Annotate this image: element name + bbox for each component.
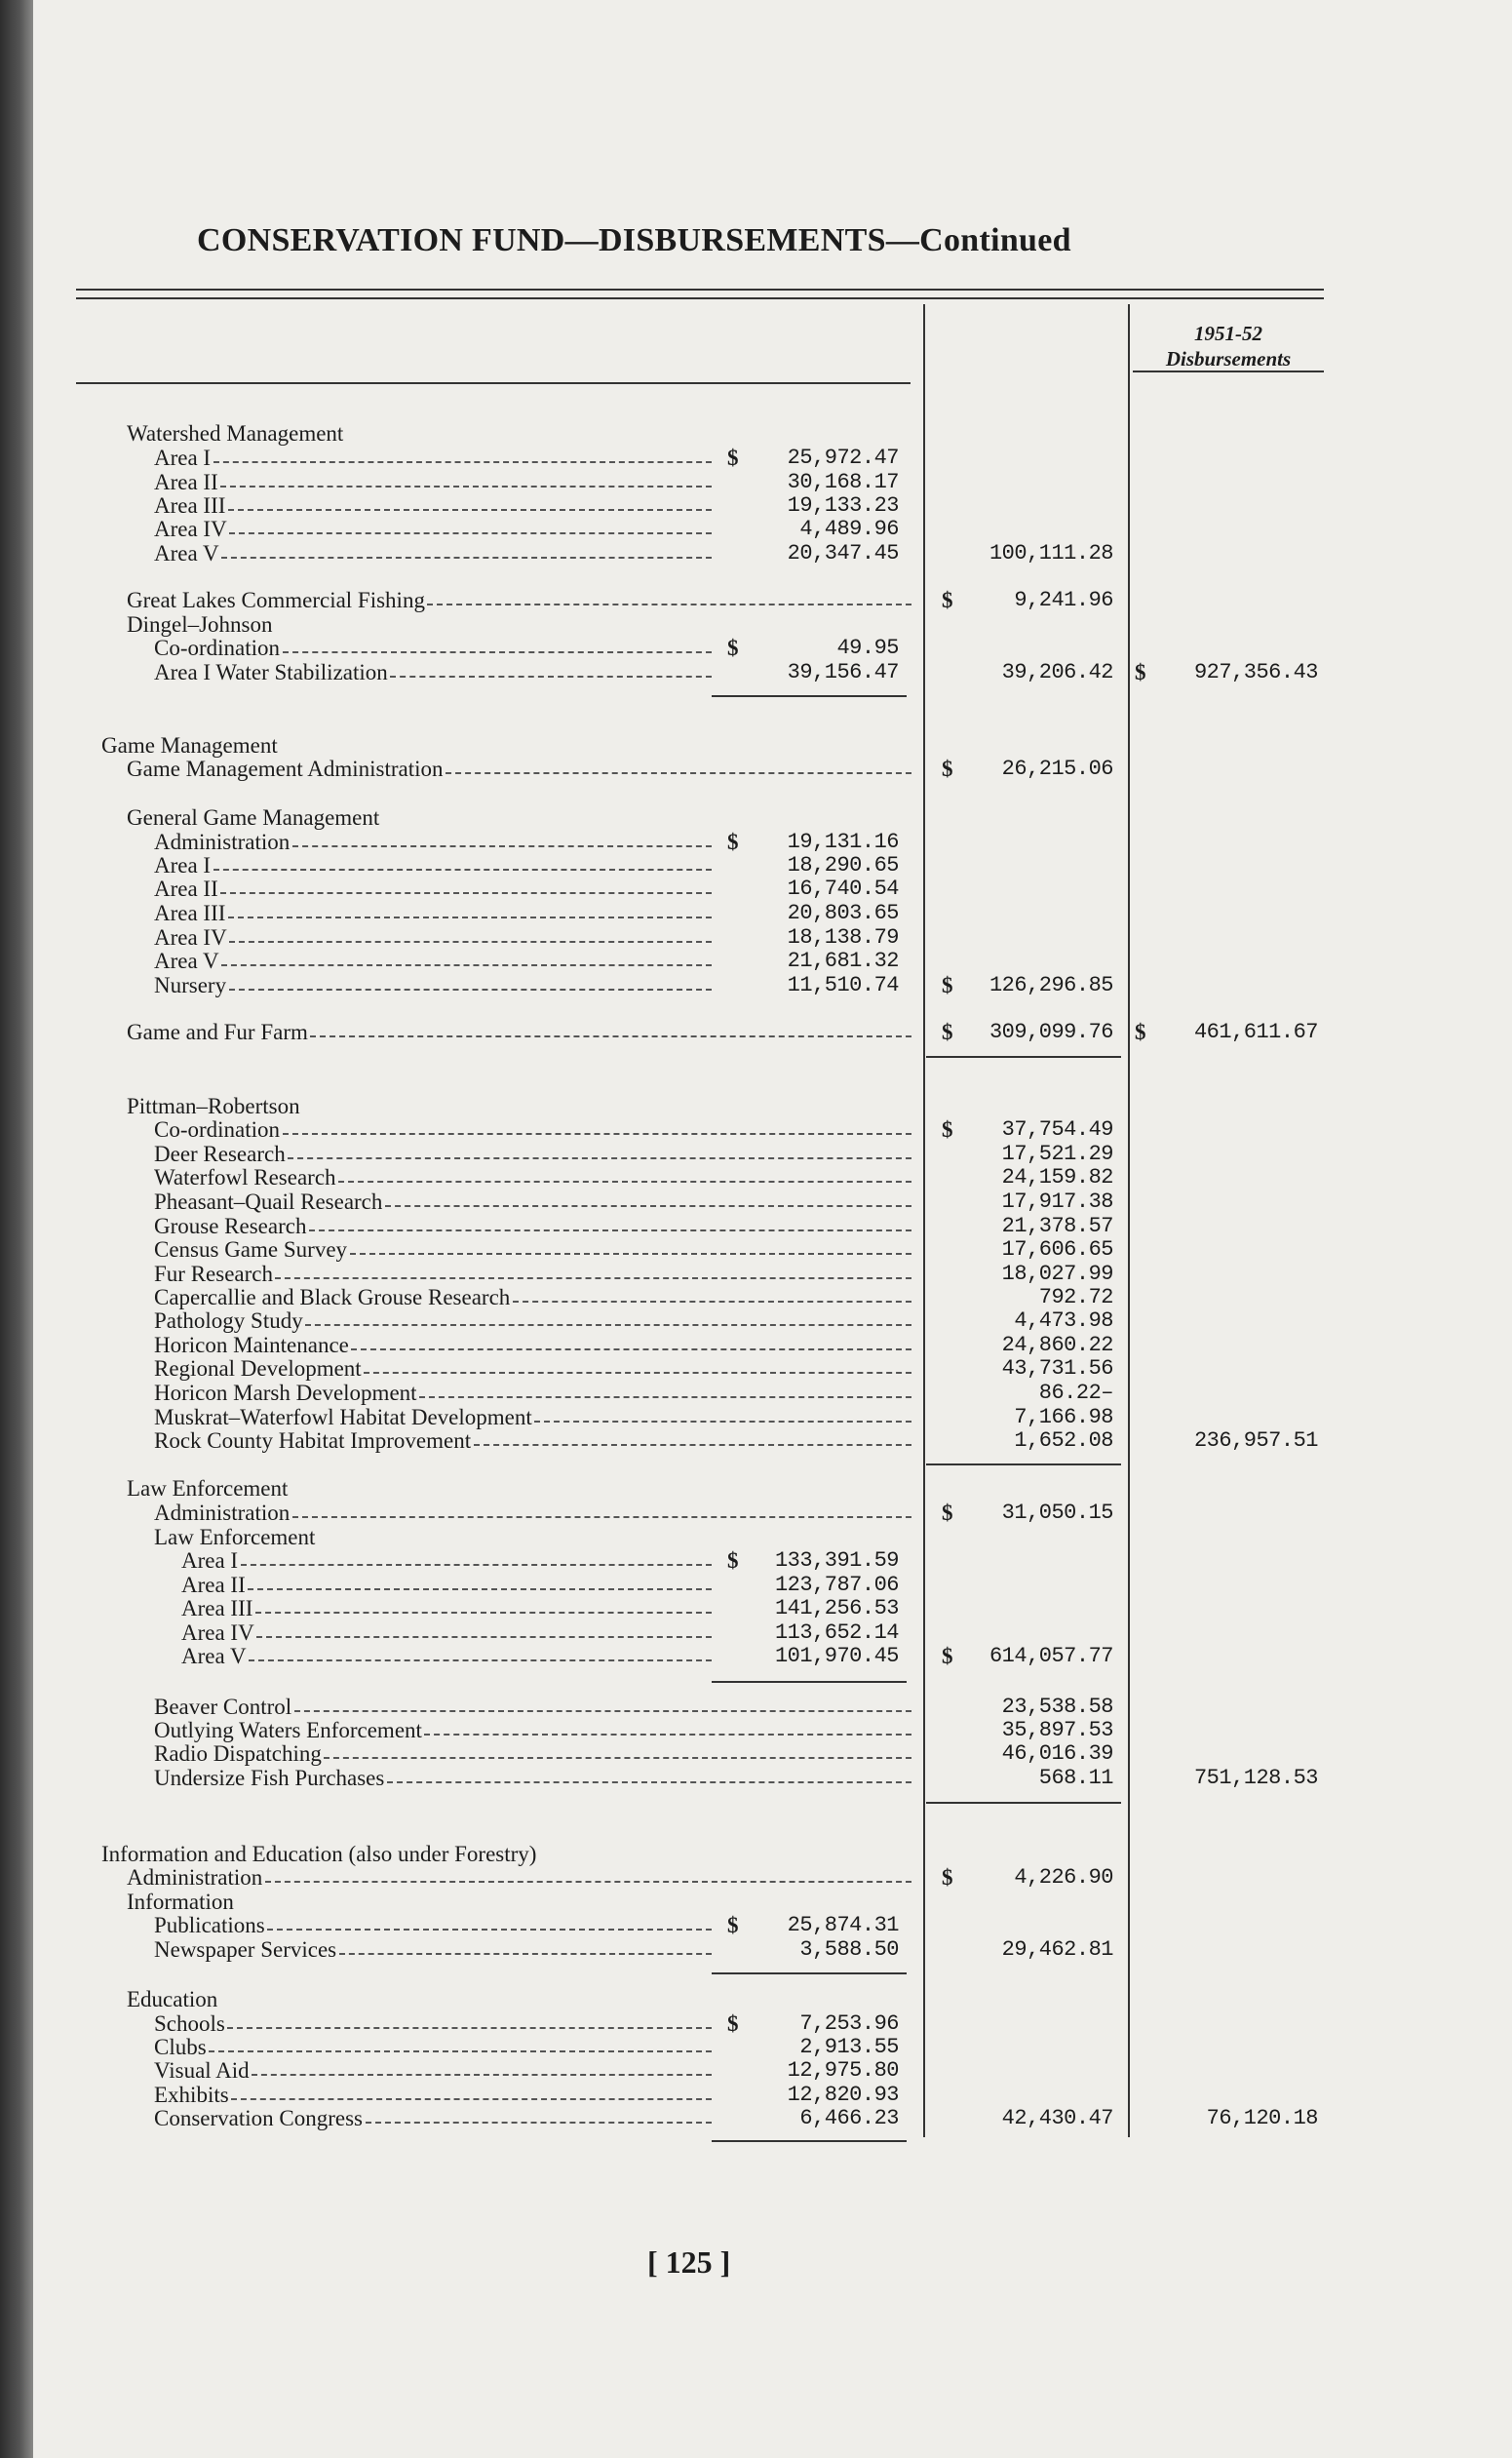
amount-c1: 133,391.59 — [774, 1548, 899, 1573]
amount-c1: 49.95 — [836, 636, 899, 660]
row-label: Game Management Administration — [127, 757, 444, 781]
dot-leader — [338, 1181, 911, 1183]
dot-leader — [292, 1516, 911, 1518]
row-label: General Game Management — [127, 805, 380, 830]
row-label: Co-ordination — [154, 1117, 281, 1142]
amount-c2: 4,473.98 — [1014, 1308, 1113, 1333]
table-row — [0, 2035, 1479, 2059]
amount-c2: 7,166.98 — [1014, 1405, 1113, 1429]
amount-c2: 18,027.99 — [1001, 1262, 1113, 1286]
dot-leader — [419, 1396, 911, 1398]
table-row — [0, 1142, 1479, 1166]
table-row — [0, 1695, 1479, 1719]
row-label: Rock County Habitat Improvement — [154, 1428, 472, 1453]
amount-c3: 927,356.43 — [1193, 660, 1318, 684]
amount-c2: 42,430.47 — [1001, 2106, 1113, 2130]
dot-leader — [446, 772, 911, 774]
table-row — [0, 1501, 1479, 1525]
dollar-sign: $ — [942, 973, 953, 997]
table-row — [0, 517, 1479, 541]
table-row — [0, 1596, 1479, 1620]
amount-c1: 39,156.47 — [787, 660, 899, 684]
amount-c1: 18,138.79 — [787, 925, 899, 950]
dot-leader — [283, 1133, 911, 1135]
dot-leader — [252, 2074, 712, 2076]
table-row — [0, 1333, 1479, 1357]
table-row — [0, 660, 1479, 684]
dot-leader — [248, 1588, 712, 1590]
table-row — [0, 830, 1479, 854]
dollar-sign: $ — [1135, 660, 1146, 684]
amount-c2: 17,606.65 — [1001, 1237, 1113, 1262]
dot-leader — [249, 1659, 712, 1661]
amount-c1: 12,820.93 — [787, 2083, 899, 2107]
amount-c2: 43,731.56 — [1001, 1356, 1113, 1381]
row-label: Area III — [154, 901, 226, 925]
table-row — [0, 949, 1479, 973]
amount-c2: 792.72 — [1038, 1285, 1113, 1309]
section-heading — [0, 1987, 1479, 2011]
amount-c1: 25,972.47 — [787, 446, 899, 470]
table-row — [0, 1356, 1479, 1381]
header-rule-left — [76, 382, 911, 384]
dollar-sign: $ — [1135, 1020, 1146, 1044]
row-label: Undersize Fish Purchases — [154, 1766, 385, 1790]
amount-c1: 25,874.31 — [787, 1913, 899, 1937]
row-label: Nursery — [154, 973, 227, 997]
amount-c1: 141,256.53 — [774, 1596, 899, 1620]
row-label: Area I — [154, 853, 212, 878]
table-row — [0, 1573, 1479, 1597]
row-label: Clubs — [154, 2035, 207, 2059]
dot-leader — [366, 2122, 712, 2124]
dollar-sign: $ — [727, 830, 739, 854]
row-label: Outlying Waters Enforcement — [154, 1718, 422, 1742]
dot-leader — [241, 1564, 712, 1566]
dot-leader — [221, 557, 712, 559]
amount-c3: 236,957.51 — [1193, 1428, 1318, 1453]
table-row — [0, 1741, 1479, 1766]
row-label: Regional Development — [154, 1356, 362, 1381]
amount-c2: 31,050.15 — [1001, 1501, 1113, 1525]
amount-c2: 23,538.58 — [1001, 1695, 1113, 1719]
table-row — [0, 541, 1479, 566]
dot-leader — [255, 1612, 712, 1614]
row-label: Census Game Survey — [154, 1237, 348, 1262]
dot-leader — [227, 2027, 712, 2029]
amount-c3: 461,611.67 — [1193, 1020, 1318, 1044]
row-label: Area III — [181, 1596, 253, 1620]
amount-c1: 4,489.96 — [799, 517, 899, 541]
table-row — [0, 2011, 1479, 2036]
table-row — [0, 1718, 1479, 1742]
amount-c1: 30,168.17 — [787, 470, 899, 494]
dot-leader — [220, 486, 712, 488]
row-label: Area II — [181, 1573, 246, 1597]
amount-c2: 9,241.96 — [1014, 588, 1113, 612]
dot-leader — [390, 676, 712, 678]
dot-leader — [265, 1881, 911, 1883]
dollar-sign: $ — [727, 1913, 739, 1937]
page-title: CONSERVATION FUND—DISBURSEMENTS—Continued — [197, 222, 1071, 258]
row-label: Area III — [154, 493, 226, 518]
title-rule-bottom — [76, 297, 1324, 299]
table-row — [0, 1620, 1479, 1645]
dot-leader — [283, 651, 712, 653]
dot-leader — [229, 989, 712, 991]
dollar-sign: $ — [942, 1501, 953, 1525]
subtotal-underline — [712, 2140, 907, 2142]
dot-leader — [292, 845, 712, 847]
table-row — [0, 973, 1479, 997]
dollar-sign: $ — [942, 757, 953, 781]
table-row — [0, 1644, 1479, 1668]
table-row — [0, 1237, 1479, 1262]
dollar-sign: $ — [942, 1020, 953, 1044]
section-heading — [0, 1094, 1479, 1118]
amount-c2: 100,111.28 — [989, 541, 1113, 566]
amount-c2: 37,754.49 — [1001, 1117, 1113, 1142]
amount-c3: 751,128.53 — [1193, 1766, 1318, 1790]
row-label: Information — [127, 1890, 234, 1914]
table-row — [0, 1190, 1479, 1214]
amount-c2: 17,917.38 — [1001, 1190, 1113, 1214]
amount-c1: 113,652.14 — [774, 1620, 899, 1645]
dot-leader — [228, 917, 712, 918]
row-label: Exhibits — [154, 2083, 229, 2107]
dot-leader — [385, 1205, 911, 1207]
section-heading — [0, 1525, 1479, 1549]
amount-c1: 101,970.45 — [774, 1644, 899, 1668]
row-label: Administration — [154, 830, 291, 854]
row-label: Watershed Management — [127, 421, 344, 446]
amount-c2: 4,226.90 — [1014, 1865, 1113, 1890]
table-row — [0, 1214, 1479, 1238]
dollar-sign: $ — [942, 588, 953, 612]
dot-leader — [364, 1372, 911, 1374]
row-label: Pheasant–Quail Research — [154, 1190, 383, 1214]
dot-leader — [474, 1444, 911, 1446]
row-label: Horicon Maintenance — [154, 1333, 349, 1357]
table-row — [0, 901, 1479, 925]
row-label: Waterfowl Research — [154, 1165, 336, 1190]
amount-c2: 568.11 — [1038, 1766, 1113, 1790]
row-label: Muskrat–Waterfowl Habitat Development — [154, 1405, 532, 1429]
table-row — [0, 2083, 1479, 2107]
column-header-year: 1951-52 — [1194, 322, 1262, 345]
subtotal-underline — [712, 1972, 907, 1974]
row-label: Horicon Marsh Development — [154, 1381, 417, 1405]
dollar-sign: $ — [727, 446, 739, 470]
amount-c1: 21,681.32 — [787, 949, 899, 973]
table-row — [0, 1428, 1479, 1453]
section-heading — [0, 612, 1479, 637]
row-label: Conservation Congress — [154, 2106, 364, 2130]
row-label: Deer Research — [154, 1142, 286, 1166]
amount-c2: 26,215.06 — [1001, 757, 1113, 781]
dot-leader — [275, 1277, 911, 1279]
dot-leader — [310, 1035, 911, 1037]
table-row — [0, 1165, 1479, 1190]
table-row — [0, 1937, 1479, 1962]
row-label: Area I — [181, 1548, 239, 1573]
dollar-sign: $ — [942, 1117, 953, 1142]
amount-c1: 20,803.65 — [787, 901, 899, 925]
table-row — [0, 1020, 1479, 1044]
column-header-label: Disbursements — [1165, 347, 1292, 371]
row-label: Administration — [154, 1501, 291, 1525]
row-label: Area II — [154, 877, 218, 901]
dot-leader — [229, 941, 712, 943]
dot-leader — [288, 1157, 911, 1159]
amount-c1: 6,466.23 — [799, 2106, 899, 2130]
amount-c1: 12,975.80 — [787, 2058, 899, 2083]
amount-c2: 1,652.08 — [1014, 1428, 1113, 1453]
dot-leader — [309, 1229, 911, 1231]
row-label: Education — [127, 1987, 218, 2011]
subtotal-underline — [926, 1056, 1121, 1058]
subtotal-underline — [712, 695, 907, 697]
row-label: Area IV — [154, 517, 227, 541]
row-label: Radio Dispatching — [154, 1741, 322, 1766]
dot-leader — [229, 532, 712, 534]
table-row — [0, 1548, 1479, 1573]
table-row — [0, 446, 1479, 470]
row-label: Law Enforcement — [127, 1476, 289, 1501]
section-heading — [0, 805, 1479, 830]
amount-c1: 123,787.06 — [774, 1573, 899, 1597]
amount-c3: 76,120.18 — [1206, 2106, 1318, 2130]
table-row — [0, 1262, 1479, 1286]
amount-c1: 18,290.65 — [787, 853, 899, 878]
dot-leader — [387, 1781, 911, 1783]
row-label: Newspaper Services — [154, 1937, 337, 1962]
section-heading — [0, 733, 1479, 758]
dollar-sign: $ — [727, 636, 739, 660]
section-heading — [0, 421, 1479, 446]
row-label: Game and Fur Farm — [127, 1020, 308, 1044]
table-row — [0, 588, 1479, 612]
amount-c2: 17,521.29 — [1001, 1142, 1113, 1166]
amount-c2: 46,016.39 — [1001, 1741, 1113, 1766]
row-label: Grouse Research — [154, 1214, 307, 1238]
amount-c2: 86.22– — [1038, 1381, 1113, 1405]
amount-c1: 20,347.45 — [787, 541, 899, 566]
row-label: Publications — [154, 1913, 265, 1937]
section-heading — [0, 1476, 1479, 1501]
dot-leader — [220, 892, 712, 894]
row-label: Dingel–Johnson — [127, 612, 273, 637]
row-label: Administration — [127, 1865, 263, 1890]
subtotal-underline — [926, 1463, 1121, 1465]
dot-leader — [351, 1348, 911, 1350]
amount-c1: 19,133.23 — [787, 493, 899, 518]
dot-leader — [324, 1757, 911, 1759]
dot-leader — [339, 1953, 712, 1955]
amount-c1: 2,913.55 — [799, 2035, 899, 2059]
row-label: Area I — [154, 446, 212, 470]
amount-c2: 126,296.85 — [989, 973, 1113, 997]
table-row — [0, 877, 1479, 901]
dot-leader — [294, 1710, 911, 1712]
table-row — [0, 2058, 1479, 2083]
row-label: Co-ordination — [154, 636, 281, 660]
amount-c2: 614,057.77 — [989, 1644, 1113, 1668]
dot-leader — [221, 964, 712, 966]
dot-leader — [231, 2098, 712, 2100]
row-label: Area V — [154, 541, 219, 566]
table-row — [0, 853, 1479, 878]
row-label: Information and Education (also under Forestry) — [101, 1842, 537, 1866]
table-row — [0, 925, 1479, 950]
table-row — [0, 470, 1479, 494]
row-label: Fur Research — [154, 1262, 273, 1286]
table-row — [0, 1308, 1479, 1333]
dot-leader — [209, 2050, 712, 2052]
row-label: Beaver Control — [154, 1695, 292, 1719]
dot-leader — [424, 1734, 911, 1736]
row-label: Schools — [154, 2011, 225, 2036]
header-rule-right — [1133, 371, 1324, 372]
row-label: Pathology Study — [154, 1308, 303, 1333]
amount-c1: 19,131.16 — [787, 830, 899, 854]
section-heading — [0, 1890, 1479, 1914]
dot-leader — [228, 509, 712, 511]
dot-leader — [305, 1324, 911, 1326]
row-label: Visual Aid — [154, 2058, 250, 2083]
amount-c1: 16,740.54 — [787, 877, 899, 901]
column-header — [1131, 321, 1326, 371]
amount-c1: 3,588.50 — [799, 1937, 899, 1962]
dot-leader — [267, 1929, 712, 1931]
amount-c1: 11,510.74 — [787, 973, 899, 997]
table-row — [0, 1766, 1479, 1790]
amount-c2: 39,206.42 — [1001, 660, 1113, 684]
row-label: Great Lakes Commercial Fishing — [127, 588, 425, 612]
row-label: Area V — [154, 949, 219, 973]
amount-c2: 21,378.57 — [1001, 1214, 1113, 1238]
table-row — [0, 1405, 1479, 1429]
dot-leader — [256, 1636, 712, 1638]
dollar-sign: $ — [942, 1644, 953, 1668]
subtotal-underline — [926, 1802, 1121, 1804]
dollar-sign: $ — [727, 2011, 739, 2036]
dot-leader — [213, 461, 712, 463]
dot-leader — [350, 1253, 911, 1255]
amount-c2: 309,099.76 — [989, 1020, 1113, 1044]
amount-c1: 7,253.96 — [799, 2011, 899, 2036]
table-row — [0, 1865, 1479, 1890]
dot-leader — [213, 869, 712, 871]
title-rule-top — [76, 289, 1324, 291]
row-label: Law Enforcement — [154, 1525, 316, 1549]
dollar-sign: $ — [727, 1548, 739, 1573]
table-row — [0, 1117, 1479, 1142]
table-row — [0, 2106, 1479, 2130]
row-label: Area IV — [181, 1620, 254, 1645]
section-heading — [0, 1842, 1479, 1866]
row-label: Area I Water Stabilization — [154, 660, 388, 684]
table-row — [0, 493, 1479, 518]
row-label: Area IV — [154, 925, 227, 950]
row-label: Capercallie and Black Grouse Research — [154, 1285, 511, 1309]
row-label: Area V — [181, 1644, 247, 1668]
amount-c2: 24,159.82 — [1001, 1165, 1113, 1190]
table-row — [0, 636, 1479, 660]
dot-leader — [427, 604, 911, 605]
amount-c2: 35,897.53 — [1001, 1718, 1113, 1742]
table-row — [0, 1285, 1479, 1309]
table-row — [0, 757, 1479, 781]
amount-c2: 24,860.22 — [1001, 1333, 1113, 1357]
dot-leader — [513, 1301, 911, 1303]
row-label: Area II — [154, 470, 218, 494]
page-number: [ 125 ] — [647, 2244, 731, 2280]
table-row — [0, 1913, 1479, 1937]
row-label: Game Management — [101, 733, 278, 758]
table-row — [0, 1381, 1479, 1405]
amount-c2: 29,462.81 — [1001, 1937, 1113, 1962]
dot-leader — [534, 1421, 911, 1423]
row-label: Pittman–Robertson — [127, 1094, 300, 1118]
dollar-sign: $ — [942, 1865, 953, 1890]
subtotal-underline — [712, 1681, 907, 1683]
